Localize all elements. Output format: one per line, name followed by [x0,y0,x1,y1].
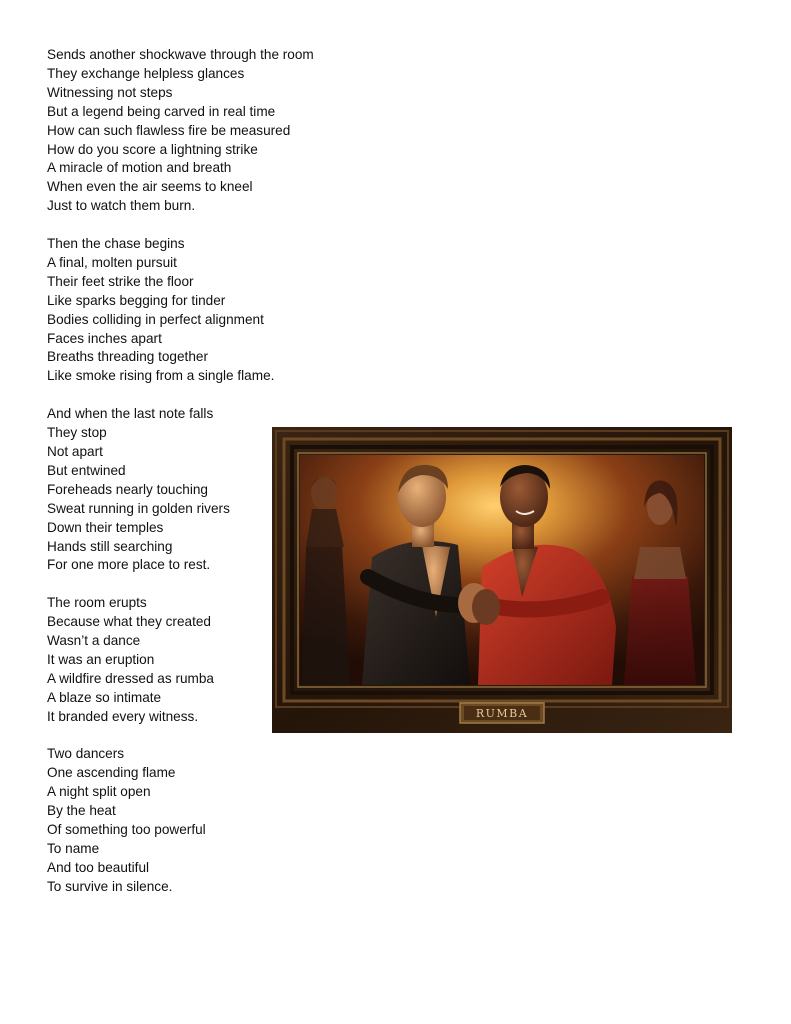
stanza-1 [47,46,377,216]
poem-line: A night split open [47,784,151,800]
poem-line: A miracle of motion and breath [47,160,232,176]
poem-line: To name [47,841,100,856]
poem-line: Two dancers [47,746,125,762]
poem-line: Then the chase begins [47,236,185,252]
poem-line: A blaze so intimate [47,689,162,705]
stanza-2 [47,235,377,386]
poem-line: It was an eruption [47,651,155,667]
poem-line: Wasn’t a dance [47,633,141,649]
poem-line: Breaths threading together [47,349,208,365]
poem-line: How do you score a lightning strike [47,141,258,157]
poem-line: Sends another shockwave through the room [47,47,314,62]
poem-line: For one more place to rest. [47,557,211,573]
poem-line: Just to watch them burn. [47,198,196,214]
poem-line: One ascending flame [47,765,176,781]
poem-line: A wildfire dressed as rumba [47,670,214,686]
poem-line: Because what they created [47,614,211,630]
poem-line: They exchange helpless glances [47,65,245,81]
poem-line: Down their temples [47,519,164,535]
poem-line: Faces inches apart [47,330,162,346]
poem-line: But entwined [47,462,126,478]
painting-svg [272,427,732,733]
poem-line: Like sparks begging for tinder [47,292,226,308]
poem-line: How can such flawless fire be measured [47,122,291,138]
poem-line: By the heat [47,803,116,819]
poem-line: Of something too powerful [47,822,206,838]
poem-line: And when the last note falls [47,406,214,422]
poem-line: Bodies colliding in perfect alignment [47,311,264,327]
poem-line: They stop [47,425,107,441]
poem-line: Their feet strike the floor [47,273,194,289]
stanza-5 [47,745,377,896]
poem-line: The room erupts [47,595,147,611]
poem-line: But a legend being carved in real time [47,103,276,119]
poem-line: Witnessing not steps [47,84,173,100]
poem-line: Like smoke rising from a single flame. [47,368,275,384]
poem-line: Foreheads nearly touching [47,481,208,497]
poem-line: And too beautiful [47,859,150,875]
rumba-painting [272,427,732,733]
plaque-label: RUMBA [475,707,529,720]
poem-line: Sweat running in golden rivers [47,500,230,516]
poem-line: A final, molten pursuit [47,254,177,270]
poem-line: It branded every witness. [47,708,199,724]
title-plaque [460,703,544,723]
poem-line: Not apart [47,444,103,459]
poem-line: Hands still searching [47,538,173,554]
poem-line: To survive in silence. [47,878,173,894]
poem-line: When even the air seems to kneel [47,179,253,195]
